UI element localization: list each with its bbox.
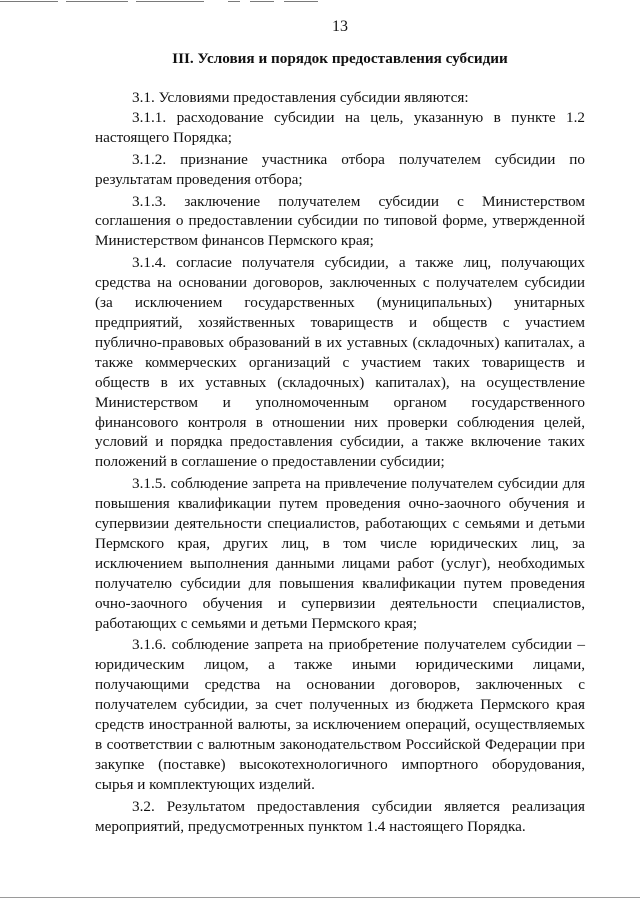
paragraph-3-1-5: 3.1.5. соблюдение запрета на привлечение получателем субсидии для повышения квалификации путем проведения очно-заочного обучения и супервизии деятельности специалистов, работающих с семьями и детьми Пермского края, других лиц, в том числе юридических лиц, за исключением выполнения данными лицами работ (услуг), необходимых получателю субсидии для повышения квалификации путем проведения очно-заочного обучения и супервизии деятельности специалистов, работающих с семьями и детьми Пермского края; bbox=[95, 475, 585, 632]
paragraph-3-1-6: 3.1.6. соблюдение запрета на приобретение получателем субсидии – юридическим лицом, а также иными юридическими лицами, получающими средства на основании договоров, заключенных с получателем субсидии, за счет полученных из бюджета Пермского края средств иностранной валюты, за исключением операций, осуществляемых в соответствии с валютным законодательством Российской Федерации при закупке (поставке) высокотехнологичного импортного оборудования, сырья и комплектующих изделий. bbox=[95, 636, 585, 793]
document-body bbox=[95, 88, 585, 837]
paragraph-3-2: 3.2. Результатом предоставления субсидии является реализация мероприятий, предусмотренных пунктом 1.4 настоящего Порядка. bbox=[95, 797, 585, 835]
scan-artifact-bottom bbox=[0, 897, 640, 898]
scan-artifact-top bbox=[0, 0, 640, 8]
paragraph-3-1-3: 3.1.3. заключение получателем субсидии с Министерством соглашения о предоставлении субсидии по типовой форме, утвержденной Министерством финансов Пермского края; bbox=[95, 192, 585, 250]
section-heading: III. Условия и порядок предоставления субсидии bbox=[172, 50, 508, 67]
paragraph-3-1-1: 3.1.1. расходование субсидии на цель, указанную в пункте 1.2 настоящего Порядка; bbox=[95, 108, 585, 146]
page-number: 13 bbox=[332, 18, 348, 35]
paragraph-3-1-4: 3.1.4. согласие получателя субсидии, а также лиц, получающих средства на основании договоров, заключенных с получателем субсидии (за исключением государственных (муниципальных) унитарных предприятий, хозяйственных товариществ и обществ с участием публично-правовых образований в их уставных (складочных) капиталах, а также коммерческих организаций с участием таких товариществ и обществ в их уставных (складочных) капиталах), на осуществление Министерством и уполномоченным органом государственного финансового контроля в отношении них проверки соблюдения целей, условий и порядка предоставления субсидии, а также включение таких положений в соглашение о предоставлении субсидии; bbox=[95, 254, 585, 471]
paragraph-3-1-2: 3.1.2. признание участника отбора получателем субсидии по результатам проведения отбора; bbox=[95, 150, 585, 188]
paragraph-3-1: 3.1. Условиями предоставления субсидии являются: bbox=[132, 89, 469, 106]
